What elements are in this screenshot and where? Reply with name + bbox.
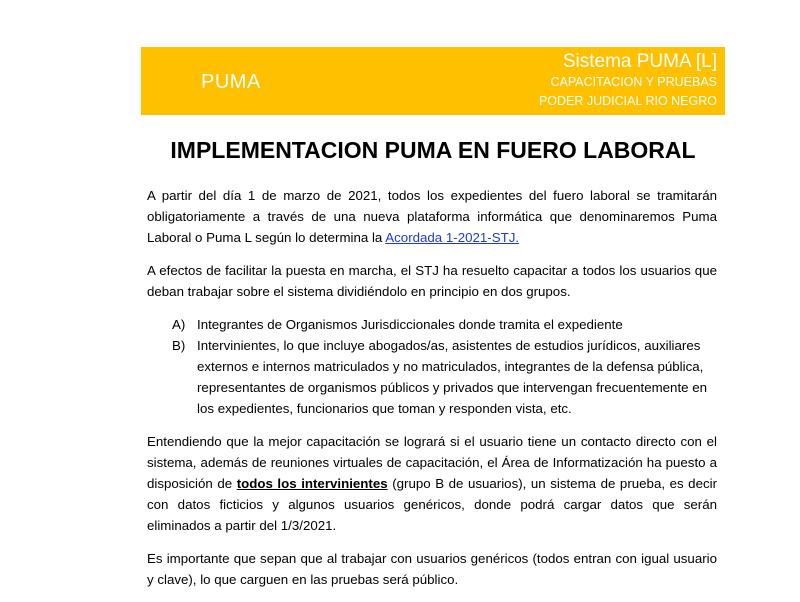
header-banner (141, 47, 725, 115)
list-item-text: Intervinientes, lo que incluye abogados/as, asistentes de estudios jurídicos, auxiliares externos e internos matriculados y no matriculados, integrantes de la defensa pública, representantes de organismos públicos y privados que intervengan frecuentemente en los expedientes, funcionarios que toman y responden vista, etc. (197, 338, 708, 416)
paragraph-3-text-b: (grupo B de usuarios), un sistema de prueba, es decir con datos ficticios y algunos usuarios genéricos, donde podrá cargar datos que serán eliminados a partir del 1/3/2021. (147, 476, 718, 533)
list-marker: B) (172, 338, 186, 353)
puma-logo: PUMA (201, 71, 261, 93)
paragraph-4: Es importante que sepan que al trabajar con usuarios genéricos (todos entran con igual usuario y clave), lo que carguen en las pruebas será público. (147, 551, 717, 587)
paragraph-1 (147, 185, 717, 248)
header-title: Sistema PUMA [L] (562, 51, 717, 72)
document-body (147, 185, 717, 602)
list-item (147, 335, 717, 419)
paragraph-1-text: A partir del día 1 de marzo de 2021, todos los expedientes del fuero laboral se tramitarán obligatoriamente a través de una nueva plataforma informática que denominaremos Puma Laboral o Puma L según lo determina la (147, 188, 717, 245)
paragraph-2: A efectos de facilitar la puesta en marcha, el STJ ha resuelto capacitar a todos los usuarios que deban trabajar sobre el sistema dividiéndolo en principio en dos grupos. (147, 263, 717, 299)
header-subtitle-2: PODER JUDICIAL RIO NEGRO (538, 94, 717, 108)
paragraph-3 (147, 431, 717, 536)
list-item-text: Integrantes de Organismos Jurisdiccionales donde tramita el expediente (197, 317, 623, 332)
all-intervenients-emphasis: todos los intervinientes (236, 476, 388, 491)
list-item (147, 314, 717, 335)
header-text (539, 51, 717, 111)
paragraph-3-text-a: Entendiendo que la mejor capacitación se logrará si el usuario tiene un contacto directo con el sistema, además de reuniones virtuales de capacitación, el Área de Informatización ha puesto a disposición de (147, 434, 717, 491)
user-groups-list (147, 314, 717, 419)
header-subtitle-1: CAPACITACION Y PRUEBAS (550, 75, 717, 89)
list-marker: A) (172, 317, 186, 332)
document-title: IMPLEMENTACION PUMA EN FUERO LABORAL (170, 137, 696, 163)
acordada-link[interactable]: Acordada 1-2021-STJ. (385, 230, 520, 245)
